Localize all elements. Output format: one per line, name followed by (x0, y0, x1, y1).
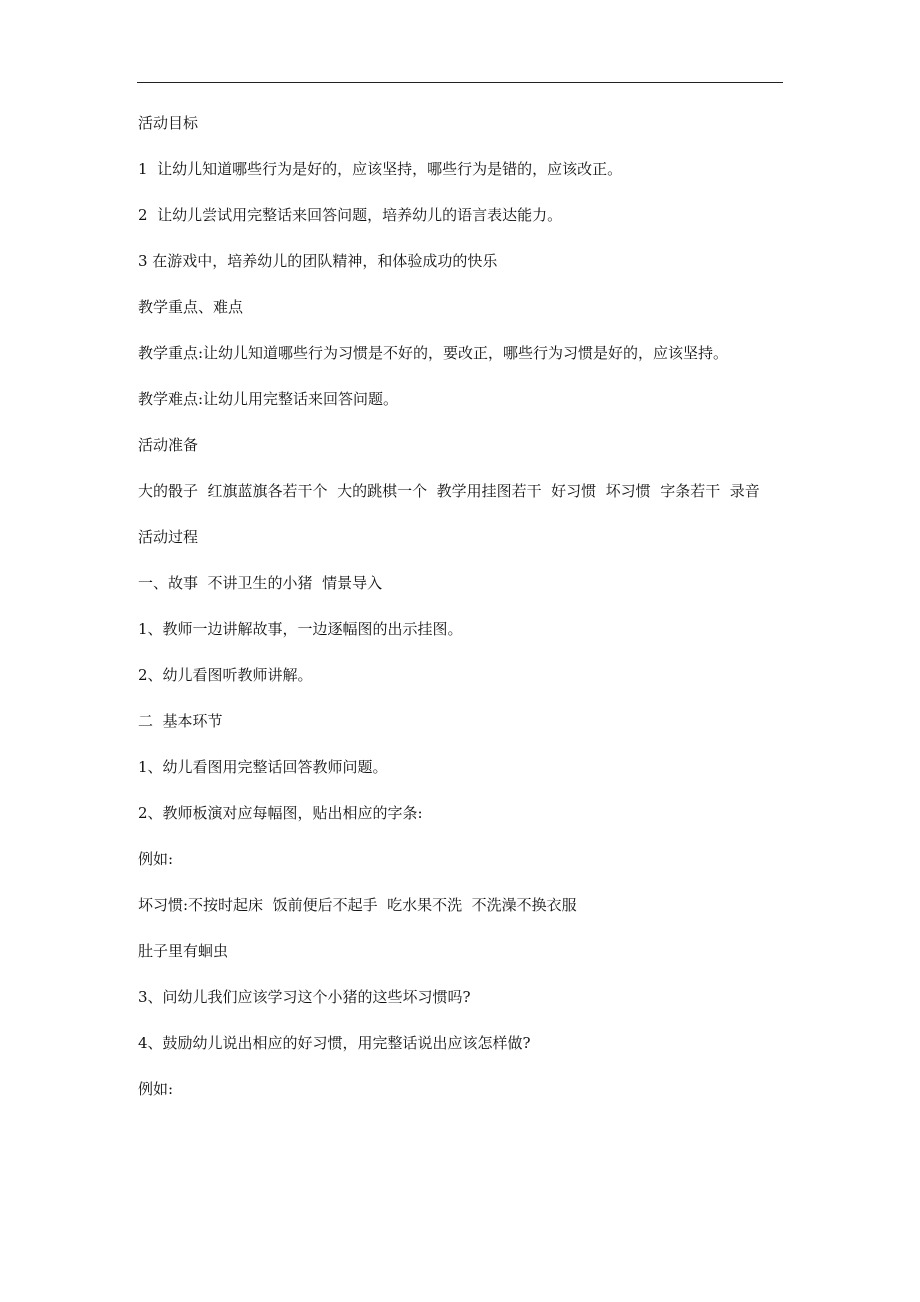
heading-activity-goals: 活动目标 (138, 114, 199, 132)
example-label-1: 例如: (138, 850, 174, 868)
process-section-1: 一、故事 不讲卫生的小猪 情景导入 (138, 574, 383, 592)
bad-habits-text: 坏习惯:不按时起床 饭前便后不起手 吃水果不洗 不洗澡不换衣服 (138, 896, 577, 914)
process-step-1-2: 2、幼儿看图听教师讲解。 (138, 666, 313, 684)
roundworm-text: 肚子里有蛔虫 (138, 942, 229, 960)
goal-item-2: 2 让幼儿尝试用完整话来回答问题，培养幼儿的语言表达能力。 (138, 206, 563, 224)
heading-preparation: 活动准备 (138, 436, 199, 454)
example-label-2: 例如: (138, 1080, 174, 1098)
header-rule (137, 82, 783, 83)
heading-process: 活动过程 (138, 528, 199, 546)
goal-item-1: 1 让幼儿知道哪些行为是好的，应该坚持，哪些行为是错的，应该改正。 (138, 160, 623, 178)
process-step-1-1: 1、教师一边讲解故事，一边逐幅图的出示挂图。 (138, 620, 463, 638)
goal-item-3: 3 在游戏中，培养幼儿的团队精神，和体验成功的快乐 (138, 252, 498, 270)
difficulty-text: 教学难点:让幼儿用完整话来回答问题。 (138, 390, 399, 408)
document-body (138, 112, 786, 1100)
process-section-2: 二 基本环节 (138, 712, 223, 730)
heading-key-points: 教学重点、难点 (138, 298, 244, 316)
preparation-text: 大的骰子 红旗蓝旗各若干个 大的跳棋一个 教学用挂图若干 好习惯 坏习惯 字条若干 录音 (138, 482, 760, 500)
process-step-2-4: 4、鼓励幼儿说出相应的好习惯，用完整话说出应该怎样做? (138, 1034, 531, 1052)
process-step-2-2: 2、教师板演对应每幅图，贴出相应的字条: (138, 804, 423, 822)
key-point-text: 教学重点:让幼儿知道哪些行为习惯是不好的，要改正，哪些行为习惯是好的，应该坚持。 (138, 344, 729, 362)
process-step-2-3: 3、问幼儿我们应该学习这个小猪的这些坏习惯吗? (138, 988, 471, 1006)
process-step-2-1: 1、幼儿看图用完整话回答教师问题。 (138, 758, 388, 776)
